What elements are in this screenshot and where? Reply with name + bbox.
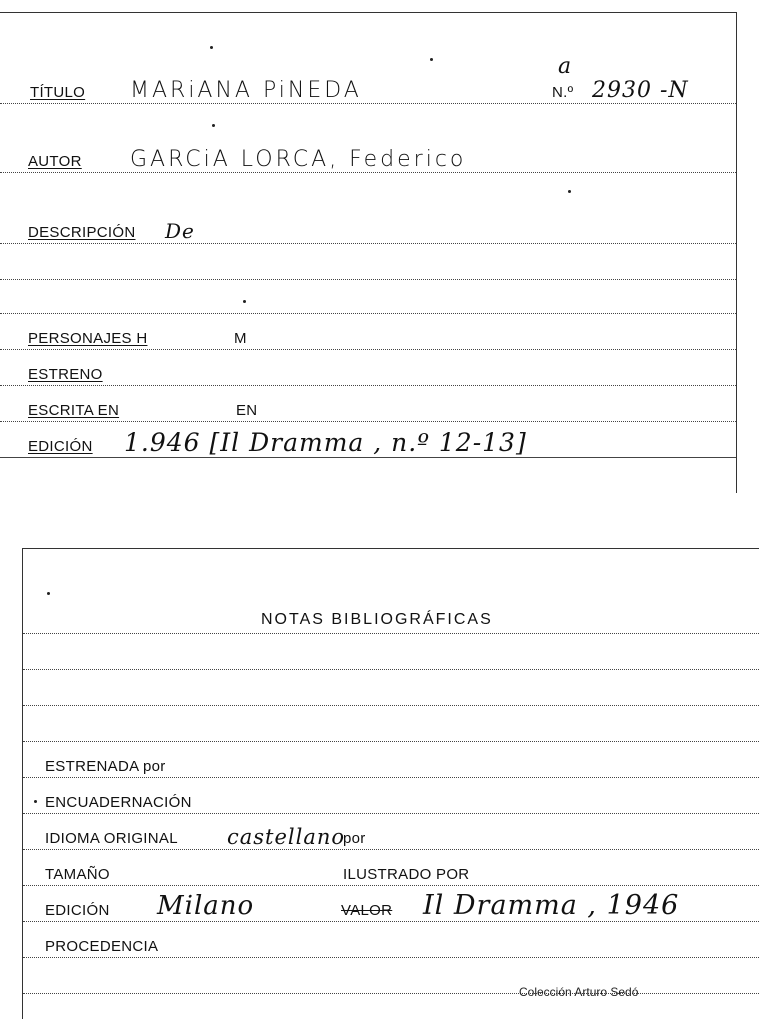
notas-row-2 [23,635,759,670]
edicion-row [0,423,736,458]
descripcion-row-3 [0,279,736,314]
personajes-label: PERSONAJES H [28,330,148,347]
scan-speck [34,800,37,803]
notas-row-3 [23,671,759,706]
estrenada-label: ESTRENADA por [45,758,166,775]
estreno-label: ESTRENO [28,366,103,383]
descripcion-label: DESCRIPCIÓN [28,224,136,241]
valor-value: Il Dramma , 1946 [423,890,680,921]
escrita-row [0,387,736,422]
edicion-label: EDICIÓN [28,438,93,455]
autor-row [0,138,736,173]
descripcion-value: De [165,219,195,243]
estreno-row [0,351,736,386]
notas-row-4 [23,707,759,742]
idioma-label: IDIOMA ORIGINAL [45,830,178,847]
numero-value: 2930 -N [592,78,689,103]
scan-speck [212,124,215,127]
descripcion-row-2 [0,245,736,280]
catalog-card-front [0,12,737,493]
scan-speck [243,300,246,303]
scan-speck [210,46,213,49]
idioma-row [23,815,759,850]
edicion-back-label: EDICIÓN [45,902,110,919]
collection-credit: Colección Arturo Sedó [519,985,639,999]
procedencia-label: PROCEDENCIA [45,938,159,955]
personajes-m-label: M [234,330,247,347]
scan-speck [568,190,571,193]
titulo-row [0,54,736,104]
edicion-value: 1.946 [Il Dramma , n.º 12-13] [124,428,527,457]
valor-label: VALOR [341,902,393,919]
scan-speck [47,592,50,595]
edicion-back-row [23,887,759,922]
scan-speck [430,58,433,61]
ilustrado-label: ILUSTRADO POR [343,866,470,883]
numero-label: N.º [552,84,574,101]
notas-row-1 [23,599,759,634]
encuadernacion-row [23,779,759,814]
estrenada-row [23,743,759,778]
blank-row [23,959,759,994]
titulo-label: TÍTULO [30,84,86,101]
idioma-value: castellano [227,825,346,849]
encuadernacion-label: ENCUADERNACIÓN [45,794,192,811]
notas-heading: NOTAS BIBLIOGRÁFICAS [261,611,493,628]
escrita-en-label: EN [236,402,258,419]
procedencia-row [23,923,759,958]
tamano-label: TAMAÑO [45,866,110,883]
descripcion-row [0,209,736,244]
catalog-card-back [22,548,759,1019]
titulo-value: MARiANA PiNEDA [130,78,362,103]
numero-superscript: a [558,54,573,79]
idioma-por-label: por [343,830,366,847]
personajes-row [0,315,736,350]
escrita-label: ESCRITA EN [28,402,120,419]
autor-label: AUTOR [28,153,82,170]
autor-value: GARCiA LORCA, Federico [130,147,467,172]
tamano-row [23,851,759,886]
edicion-back-value: Milano [157,891,255,921]
